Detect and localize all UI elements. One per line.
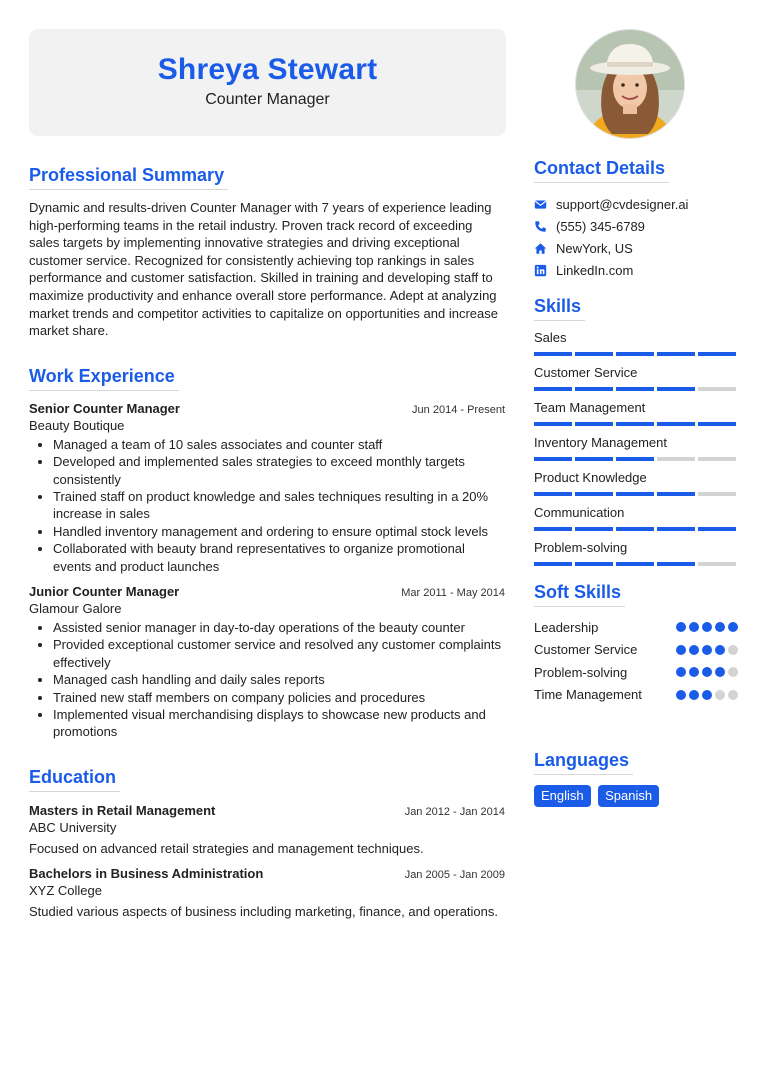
- education-entry: [29, 803, 505, 858]
- degree-title: Masters in Retail Management: [29, 802, 216, 818]
- skill-level-bar: [534, 387, 738, 391]
- skill-level-segment: [698, 562, 736, 566]
- job-bullet: • Trained new staff members on company policies and procedures: [53, 689, 505, 706]
- job-bullet: • Handled inventory management and ordering to ensure optimal stock levels: [53, 523, 505, 540]
- job-bullet: • Collaborated with beauty brand representatives to organize promotional events and product launches: [53, 540, 505, 575]
- skill-name: Product Knowledge: [534, 470, 647, 485]
- soft-skill-name: Time Management: [534, 687, 642, 703]
- envelope-icon: [534, 198, 547, 211]
- rating-dot: [715, 645, 725, 655]
- job-bullet: • Implemented visual merchandising displays to showcase new products and promotions: [53, 706, 505, 741]
- skill-level-segment: [616, 387, 654, 391]
- soft-skill-name: Problem-solving: [534, 664, 628, 680]
- skill-item: [534, 505, 738, 531]
- skill-level-segment: [575, 352, 613, 356]
- contact-heading: Contact Details: [534, 158, 669, 183]
- skill-level-bar: [534, 352, 738, 356]
- soft-skill-rating: [676, 622, 738, 632]
- education-description: Studied various aspects of business including marketing, finance, and operations.: [29, 904, 499, 920]
- profile-photo: [575, 29, 685, 139]
- skill-level-segment: [534, 457, 572, 461]
- phone-icon: [534, 220, 547, 233]
- language-badge: Spanish: [598, 785, 659, 807]
- soft-skills-section: [534, 582, 738, 706]
- education-section: [29, 767, 505, 921]
- skill-level-segment: [616, 562, 654, 566]
- candidate-name: Shreya Stewart: [157, 53, 378, 86]
- skill-level-bar: [534, 527, 738, 531]
- job-entry: [29, 584, 505, 741]
- candidate-role: Counter Manager: [205, 91, 330, 108]
- skill-level-segment: [575, 387, 613, 391]
- skill-level-segment: [657, 457, 695, 461]
- job-company: Glamour Galore: [29, 601, 122, 616]
- skill-item: [534, 330, 738, 356]
- work-heading: Work Experience: [29, 366, 179, 391]
- skill-item: [534, 435, 738, 461]
- skill-item: [534, 540, 738, 566]
- languages-heading: Languages: [534, 750, 633, 775]
- skill-level-segment: [575, 527, 613, 531]
- contact-phone-text: (555) 345-6789: [556, 218, 645, 234]
- job-title: Senior Counter Manager: [29, 400, 180, 416]
- summary-heading: Professional Summary: [29, 165, 228, 190]
- skill-level-segment: [575, 422, 613, 426]
- job-bullet: • Managed a team of 10 sales associates and counter staff: [53, 436, 505, 453]
- soft-skill-item: [534, 616, 738, 639]
- job-bullet: • Trained staff on product knowledge and sales techniques resulting in a 20% increase in sales: [53, 488, 505, 523]
- skill-level-segment: [616, 457, 654, 461]
- resume-header: [29, 29, 506, 136]
- rating-dot: [728, 622, 738, 632]
- rating-dot: [676, 690, 686, 700]
- school-name: ABC University: [29, 819, 117, 835]
- rating-dot: [676, 667, 686, 677]
- job-bullet: • Managed cash handling and daily sales reports: [53, 671, 505, 688]
- skills-section: [534, 296, 738, 566]
- contact-section: [534, 158, 738, 281]
- right-column: [534, 158, 738, 807]
- skill-level-segment: [657, 352, 695, 356]
- skill-level-segment: [657, 387, 695, 391]
- education-entry: [29, 866, 505, 921]
- skill-name: Problem-solving: [534, 540, 628, 555]
- rating-dot: [715, 622, 725, 632]
- skill-level-segment: [534, 352, 572, 356]
- skill-level-segment: [698, 387, 736, 391]
- rating-dot: [676, 645, 686, 655]
- rating-dot: [676, 622, 686, 632]
- job-bullets: [29, 619, 505, 741]
- job-title: Junior Counter Manager: [29, 584, 180, 599]
- skill-level-bar: [534, 562, 738, 566]
- soft-skills-list: [534, 616, 738, 706]
- skill-level-segment: [534, 422, 572, 426]
- skill-level-segment: [616, 422, 654, 426]
- soft-skill-name: Leadership: [534, 619, 599, 635]
- left-column: [29, 165, 505, 921]
- skills-list: [534, 330, 738, 566]
- rating-dot: [689, 645, 699, 655]
- contact-email[interactable]: [534, 193, 738, 215]
- soft-skill-rating: [676, 645, 738, 655]
- rating-dot: [702, 622, 712, 632]
- skill-level-segment: [698, 527, 736, 531]
- skill-level-segment: [575, 457, 613, 461]
- contact-linkedin[interactable]: [534, 259, 738, 281]
- job-bullets: [29, 436, 505, 575]
- skill-item: [534, 470, 738, 496]
- skill-level-segment: [657, 527, 695, 531]
- soft-skill-rating: [676, 690, 738, 700]
- job-company: Beauty Boutique: [29, 417, 125, 433]
- skill-level-segment: [534, 527, 572, 531]
- skill-level-segment: [698, 457, 736, 461]
- rating-dot: [728, 690, 738, 700]
- work-section: [29, 366, 505, 741]
- education-description: Focused on advanced retail strategies and management techniques.: [29, 840, 424, 856]
- rating-dot: [702, 690, 712, 700]
- contact-email-text: support@cvdesigner.ai: [556, 196, 689, 212]
- rating-dot: [715, 690, 725, 700]
- soft-skill-name: Customer Service: [534, 642, 638, 658]
- skill-level-segment: [616, 352, 654, 356]
- skills-heading: Skills: [534, 296, 585, 321]
- job-entry: [29, 401, 505, 575]
- education-date: Jan 2012 - Jan 2014: [404, 805, 505, 818]
- skill-level-segment: [698, 422, 736, 426]
- soft-skill-item: [534, 639, 738, 662]
- skill-name: Inventory Management: [534, 435, 667, 450]
- rating-dot: [702, 645, 712, 655]
- skill-level-segment: [534, 492, 572, 496]
- contact-phone[interactable]: [534, 215, 738, 237]
- soft-skill-item: [534, 661, 738, 684]
- skill-level-segment: [698, 492, 736, 496]
- skill-level-segment: [616, 527, 654, 531]
- languages-section: [534, 750, 738, 807]
- job-date: Mar 2011 - May 2014: [401, 587, 505, 599]
- skill-name: Customer Service: [534, 365, 638, 380]
- skill-level-segment: [534, 387, 572, 391]
- skill-item: [534, 400, 738, 426]
- skill-name: Communication: [534, 505, 625, 520]
- skill-level-segment: [698, 352, 736, 356]
- skill-name: Team Management: [534, 400, 646, 415]
- soft-skill-item: [534, 684, 738, 707]
- job-bullet: • Provided exceptional customer service and resolved any customer complaints effectively: [53, 636, 505, 671]
- languages-list: [534, 785, 738, 807]
- rating-dot: [689, 690, 699, 700]
- rating-dot: [702, 667, 712, 677]
- home-icon: [534, 242, 547, 255]
- skill-level-bar: [534, 422, 738, 426]
- skill-level-segment: [657, 562, 695, 566]
- contact-linkedin-text: LinkedIn.com: [556, 262, 634, 278]
- rating-dot: [689, 667, 699, 677]
- skill-level-bar: [534, 492, 738, 496]
- skill-level-segment: [575, 492, 613, 496]
- summary-text: Dynamic and results-driven Counter Manager with 7 years of experience leading high-performing teams in the retail industry. Proven track record of exceeding sales targets by implementing innovative strategies and driving exceptional customer service. Recognized for consistently achieving top rankings in sales performance and customer satisfaction. Skilled in training and developing staff to maximize productivity and enhance overall store performance. Adept at analyzing market trends and competitor activities to capitalize on opportunities and increase market share.: [29, 200, 498, 339]
- skill-level-segment: [616, 492, 654, 496]
- job-bullet: • Assisted senior manager in day-to-day operations of the beauty counter: [53, 619, 505, 636]
- job-bullet: • Developed and implemented sales strategies to exceed monthly targets consistently: [53, 453, 505, 488]
- rating-dot: [728, 645, 738, 655]
- soft-skill-rating: [676, 667, 738, 677]
- contact-location: [534, 237, 738, 259]
- job-date: Jun 2014 - Present: [412, 403, 505, 416]
- language-badge: English: [534, 785, 591, 807]
- rating-dot: [728, 667, 738, 677]
- rating-dot: [689, 622, 699, 632]
- soft-skills-heading: Soft Skills: [534, 582, 625, 607]
- education-date: Jan 2005 - Jan 2009: [404, 869, 505, 882]
- rating-dot: [715, 667, 725, 677]
- skill-name: Sales: [534, 330, 567, 345]
- skill-level-segment: [657, 422, 695, 426]
- summary-section: [29, 165, 505, 340]
- contact-location-text: NewYork, US: [556, 240, 633, 256]
- linkedin-icon: [534, 264, 547, 277]
- skill-level-segment: [657, 492, 695, 496]
- degree-title: Bachelors in Business Administration: [29, 866, 264, 882]
- education-heading: Education: [29, 767, 120, 792]
- skill-level-bar: [534, 457, 738, 461]
- skill-level-segment: [534, 562, 572, 566]
- skill-level-segment: [575, 562, 613, 566]
- school-name: XYZ College: [29, 883, 102, 899]
- skill-item: [534, 365, 738, 391]
